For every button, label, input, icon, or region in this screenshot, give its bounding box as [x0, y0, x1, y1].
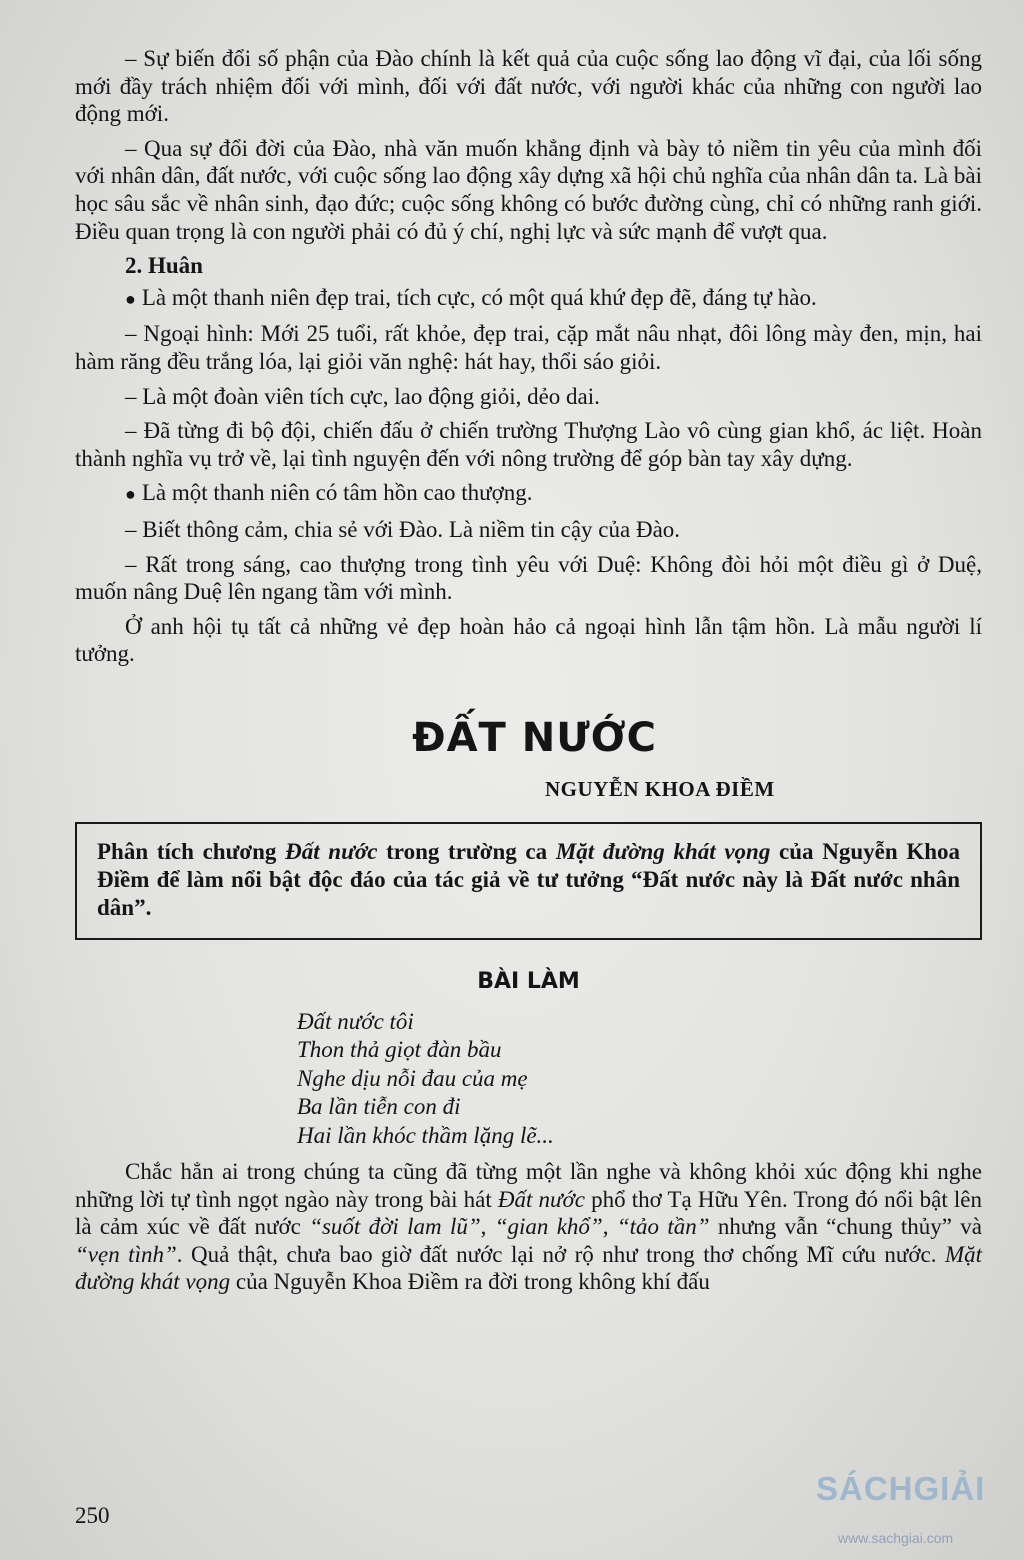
essay-text: Chắc hẳn ai trong chúng ta cũng đã từng một lần nghe và không khỏi xúc động khi nghe những lời tự tình ngọt ngào này trong bài hát — [75, 1158, 982, 1212]
paragraph-huan-soldier: – Đã từng đi bộ đội, chiến đấu ở chiến trường Thượng Lào vô cùng gian khổ, ác liệt. Hoàn thành nghĩa vụ trở về, lại tình nguyện đến với nông trường để góp bàn tay xây dựng. — [75, 418, 982, 471]
answer-heading: BÀI LÀM — [477, 968, 580, 994]
essay-text-italic: Đất nước — [497, 1186, 585, 1212]
huan-soul-text: Là một thanh niên có tâm hồn cao thượng. — [141, 480, 533, 506]
huan-intro-text: Là một thanh niên đẹp trai, tích cực, có một quá khứ đẹp đẽ, đáng tự hào. — [141, 284, 817, 310]
paragraph-huan-empathy: – Biết thông cảm, chia sẻ với Đào. Là niềm tin cậy của Đào. — [125, 516, 681, 542]
essay-text: , — [480, 1214, 495, 1240]
page-number: 250 — [75, 1503, 110, 1528]
paragraph-huan-soul — [75, 479, 982, 509]
paragraph-huan-intro — [75, 284, 982, 314]
lesson-title: ĐẤT NƯỚC — [412, 714, 657, 761]
essay-text: của Nguyễn Khoa Điềm ra đời trong không khí đấu — [230, 1269, 710, 1295]
essay-text-italic: “suốt đời lam lũ” — [309, 1214, 481, 1240]
poem-line: Đất nước tôi — [297, 1008, 414, 1034]
task-text-italic: Mặt đường khát vọng — [555, 838, 771, 864]
task-text: trong trường ca — [377, 838, 556, 864]
watermark — [816, 1470, 1021, 1555]
essay-text: phổ thơ Tạ Hữu Yên. Trong đó nổi bật lên là cảm xúc về đất nước — [75, 1186, 982, 1240]
essay-text: . Quả thật, chưa bao giờ đất nước lại nở rộ như trong thơ chống Mĩ cứu nước. — [176, 1241, 945, 1267]
page-content — [75, 45, 982, 1303]
task-text: Phân tích chương — [97, 838, 286, 864]
poem-line: Hai lần khóc thầm lặng lẽ... — [297, 1122, 554, 1148]
bullet-icon: ● — [125, 484, 136, 505]
poem-line: Thon thả giọt đàn bầu — [297, 1037, 502, 1063]
poem-excerpt — [297, 1008, 982, 1150]
lesson-author: NGUYỄN KHOA ĐIỀM — [545, 776, 775, 801]
poem-line: Nghe dịu nỗi đau của mẹ — [297, 1065, 528, 1091]
paragraph-huan-member: – Là một đoàn viên tích cực, lao động giỏi, dẻo dai. — [125, 383, 600, 409]
paragraph-huan-appearance: – Ngoại hình: Mới 25 tuổi, rất khỏe, đẹp trai, cặp mắt nâu nhạt, đôi lông mày đen, mịn, hai hàm răng đều trắng lóa, lại giỏi văn nghệ: hát hay, thổi sáo giỏi. — [75, 321, 982, 374]
essay-text-italic: “vẹn tình” — [75, 1241, 177, 1267]
task-box — [75, 822, 982, 940]
watermark-url: www.sachgiai.com — [838, 1530, 954, 1546]
essay-text-italic: “tảo tần” — [616, 1214, 710, 1240]
essay-text: nhưng vẫn “chung thủy” và — [709, 1214, 983, 1240]
task-text: của Nguyễn Khoa Điềm để làm nổi bật độc đáo của tác giả về tư tưởng “Đất nước này là Đất nước nhân dân”. — [97, 838, 961, 920]
essay-text-italic: Mặt đường khát vọng — [75, 1241, 983, 1295]
paragraph-dao-message: – Qua sự đổi đời của Đào, nhà văn muốn khẳng định và bày tỏ niềm tin yêu của mình đối với nhân dân, đất nước, với cuộc sống lao động xây dựng xã hội chủ nghĩa của nhân dân ta. Là bài học sâu sắc về nhân sinh, đạo đức; cuộc sống không có bước đường cùng, chỉ có những ranh giới. Điều quan trọng là con người phải có đủ ý chí, nghị lực và sức mạnh để vượt qua. — [75, 135, 982, 244]
paragraph-dao-result: – Sự biến đổi số phận của Đào chính là kết quả của cuộc sống lao động vĩ đại, của lối sống mới đầy trách nhiệm đối với mình, đối với đất nước, với người khác của những con người lao động mới. — [75, 46, 982, 127]
task-text-italic: Đất nước — [285, 838, 378, 864]
paragraph-essay-intro — [75, 1158, 982, 1296]
paragraph-huan-ideal: Ở anh hội tụ tất cả những vẻ đẹp hoàn hảo cả ngoại hình lẫn tậm hồn. Là mẫu người lí tưởng. — [75, 613, 982, 667]
section-heading-huan: 2. Huân — [125, 253, 203, 279]
essay-text: , — [602, 1214, 617, 1240]
bullet-icon: ● — [125, 288, 136, 309]
poem-line: Ba lần tiễn con đi — [297, 1094, 461, 1120]
watermark-logo: SÁCHGIẢI — [816, 1470, 986, 1507]
essay-text-italic: “gian khổ” — [494, 1214, 603, 1240]
paragraph-huan-love: – Rất trong sáng, cao thượng trong tình yêu với Duệ: Không đòi hỏi một điều gì ở Duệ, muốn nâng Duệ lên ngang tầm với mình. — [75, 551, 982, 605]
